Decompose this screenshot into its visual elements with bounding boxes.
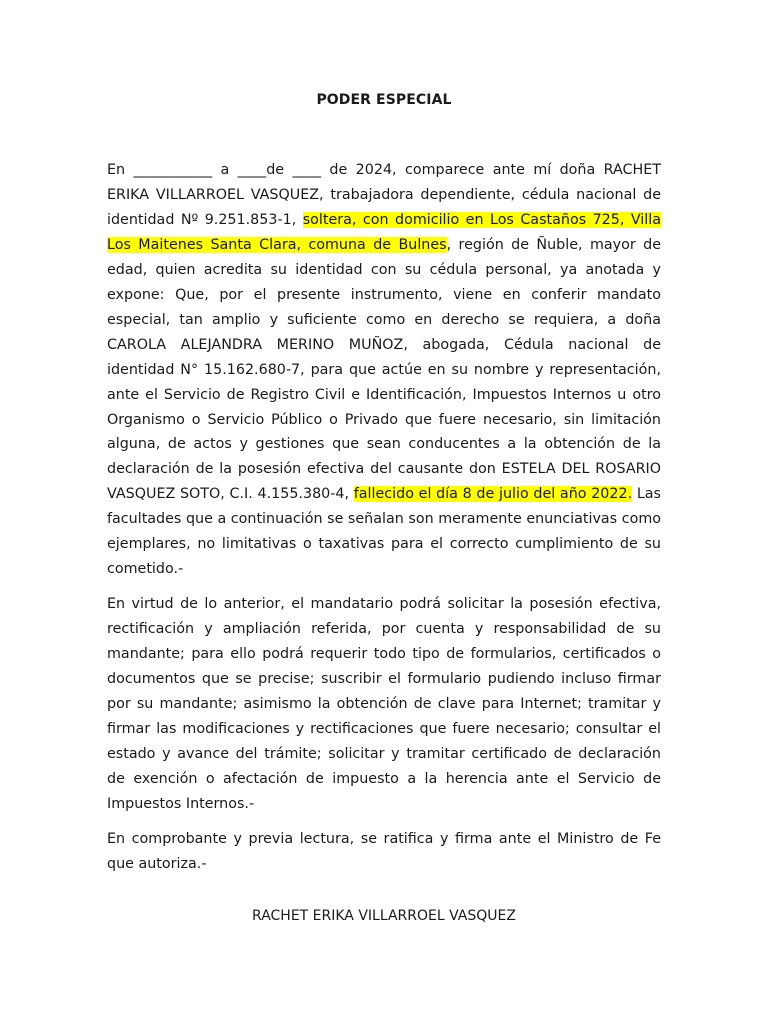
paragraph-comparecencia: [107, 158, 661, 582]
highlighted-death-date: fallecido el día 8 de julio del año 2022.: [353, 486, 633, 503]
paragraph-facultades: En virtud de lo anterior, el mandatario podrá solicitar la posesión efectiva, rectificación y ampliación referida, por cuenta y responsabilidad de su mandante; para ello podrá requerir todo tipo de formularios, certificados o documentos que se precise; suscribir el formulario pudiendo incluso firmar por su mandante; asimismo la obtención de clave para Internet; tramitar y firmar las modificaciones y rectificaciones que fuere necesario; consultar el estado y avance del trámite; solicitar y tramitar certificado de declaración de exención o afectación de impuesto a la herencia ante el Servicio de Impuestos Internos.-: [107, 596, 661, 812]
signature-name: RACHET ERIKA VILLARROEL VASQUEZ: [252, 908, 516, 924]
paragraph-1-text-c: Las facultades que a continuación se señalan son meramente enunciativas como ejemplares, no limitativas o taxativas para el correcto cumplimiento de su cometido.-: [107, 486, 661, 578]
document-body: [107, 158, 661, 877]
paragraph-1-text-a: En ___________ a ____de ____ de 2024, comparece ante mí doña RACHET ERIKA VILLARROEL VASQUEZ, trabajadora dependiente, cédula nacional de identidad Nº 9.251.853-1,: [107, 162, 661, 228]
document-title: PODER ESPECIAL: [316, 92, 452, 108]
highlighted-domicile: soltera, con domicilio en Los Castaños 725, Villa Los Maitenes Santa Clara, comuna de Bulnes: [107, 211, 661, 253]
paragraph-1-text-b: , región de Ñuble, mayor de edad, quien acredita su identidad con su cédula personal, ya anotada y expone: Que, por el presente instrumento, viene en conferir mandato especial, tan amplio y suficiente como en derecho se requiera, a doña CAROLA ALEJANDRA MERINO MUÑOZ, abogada, Cédula nacional de identidad N° 15.162.680-7, para que actúe en su nombre y representación, ante el Servicio de Registro Civil e Identificación, Impuestos Internos u otro Organismo o Servicio Público o Privado que fuere necesario, sin limitación alguna, de actos y gestiones que sean conducentes a la obtención de la declaración de la posesión efectiva del causante don ESTELA DEL ROSARIO VASQUEZ SOTO, C.I. 4.155.380-4,: [107, 236, 661, 503]
paragraph-comprobante: En comprobante y previa lectura, se ratifica y firma ante el Ministro de Fe que autoriza.-: [107, 830, 661, 872]
